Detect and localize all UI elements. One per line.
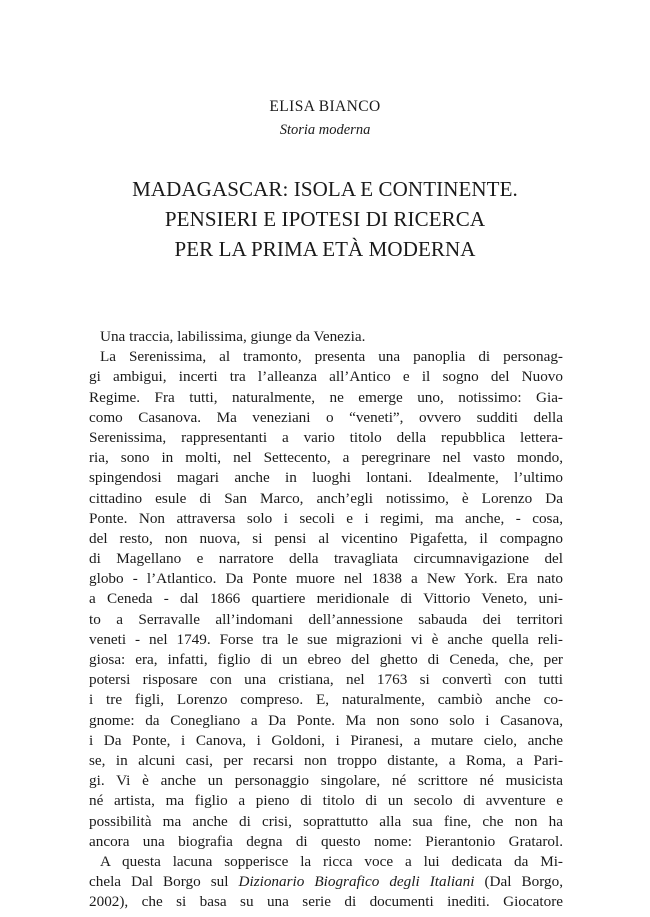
body-line: gi. Vi è anche un personaggio singolare, né scrittore né musicista: [89, 772, 563, 790]
body-line: del resto, non nuova, si pensi al vicentino Pigafetta, il compagno: [89, 529, 563, 547]
title-line: PER LA PRIMA ETÀ MODERNA: [174, 237, 476, 261]
title-line: PENSIERI E IPOTESI DI RICERCA: [164, 207, 486, 231]
body-line: i tre figli, Lorenzo compreso. E, naturalmente, cambiò anche co-: [89, 691, 563, 709]
body-line: gnome: da Conegliano a Da Ponte. Ma non sono solo i Casanova,: [89, 711, 563, 729]
body-line: globo - l’Atlantico. Da Ponte muore nel 1838 a New York. Era nato: [89, 570, 563, 588]
body-line: A questa lacuna sopperisce la ricca voce a lui dedicata da Mi-: [100, 852, 563, 870]
body-line: a Ceneda - dal 1866 quartiere meridionale di Vittorio Veneto, uni-: [89, 590, 563, 608]
body-line: di Magellano e narratore della travagliata circumnavigazione del: [89, 550, 563, 568]
body-text: [89, 327, 563, 912]
citation-tail-text: (Dal Borgo,: [474, 873, 563, 891]
body-line: 2002), che si basa su una serie di documenti inediti. Giocatore: [89, 893, 563, 911]
body-line: se, in alcuni casi, per recarsi non troppo distante, a Roma, a Pari-: [89, 751, 563, 769]
body-line: possibilità ma anche di crisi, soprattutto alla sua fine, che non ha: [89, 812, 563, 830]
body-line: spingendosi magari anche in luoghi lontani. Idealmente, l’ultimo: [89, 469, 563, 487]
dictionary-title-italic: Dizionario Biografico degli Italiani: [238, 873, 475, 891]
body-line: como Casanova. Ma veneziani o “veneti”, ovvero sudditi della: [89, 408, 563, 426]
author-name: ELISA BIANCO: [269, 98, 381, 115]
body-line: Ponte. Non attraversa solo i secoli e i regimi, ma anche, - cosa,: [89, 509, 563, 527]
body-line: ancora una biografia degna di questo nome: Pierantonio Gratarol.: [89, 832, 563, 850]
body-line: veneti - nel 1749. Forse tra le sue migrazioni vi è anche quella reli-: [89, 630, 563, 648]
body-line: ria, sono in molti, nel Settecento, a peregrinare nel vasto mondo,: [89, 449, 563, 467]
citation-lead-text: chela Dal Borgo sul: [89, 873, 239, 891]
body-line: to a Serravalle all’indomani dell’annessione sabauda dei territori: [89, 610, 563, 628]
body-line: potersi risposare con una cristiana, nel 1763 si convertì con tutti: [89, 671, 563, 689]
article-title: [0, 174, 650, 264]
title-line: MADAGASCAR: ISOLA E CONTINENTE.: [132, 177, 518, 201]
body-line: [89, 872, 563, 892]
author-affiliation: Storia moderna: [279, 122, 371, 138]
body-line: né artista, ma figlio a pieno di titolo di un secolo di avventure e: [89, 792, 563, 810]
body-line: Regime. Fra tutti, naturalmente, ne emerge uno, notissimo: Gia-: [89, 388, 563, 406]
body-line: Una traccia, labilissima, giunge da Venezia.: [100, 328, 366, 345]
body-line: gi ambigui, incerti tra l’alleanza all’Antico e il sogno del Nuovo: [89, 368, 563, 386]
body-line: giosa: era, infatti, figlio di un ebreo del ghetto di Ceneda, che, per: [89, 651, 563, 668]
body-line: Serenissima, rappresentanti a vario titolo della repubblica lettera-: [89, 428, 563, 446]
body-line: La Serenissima, al tramonto, presenta una panoplia di personag-: [100, 348, 563, 366]
body-line: cittadino esule di San Marco, anch’egli notissimo, è Lorenzo Da: [89, 489, 563, 507]
body-line: i Da Ponte, i Canova, i Goldoni, i Piranesi, a mutare cielo, anche: [89, 731, 563, 749]
